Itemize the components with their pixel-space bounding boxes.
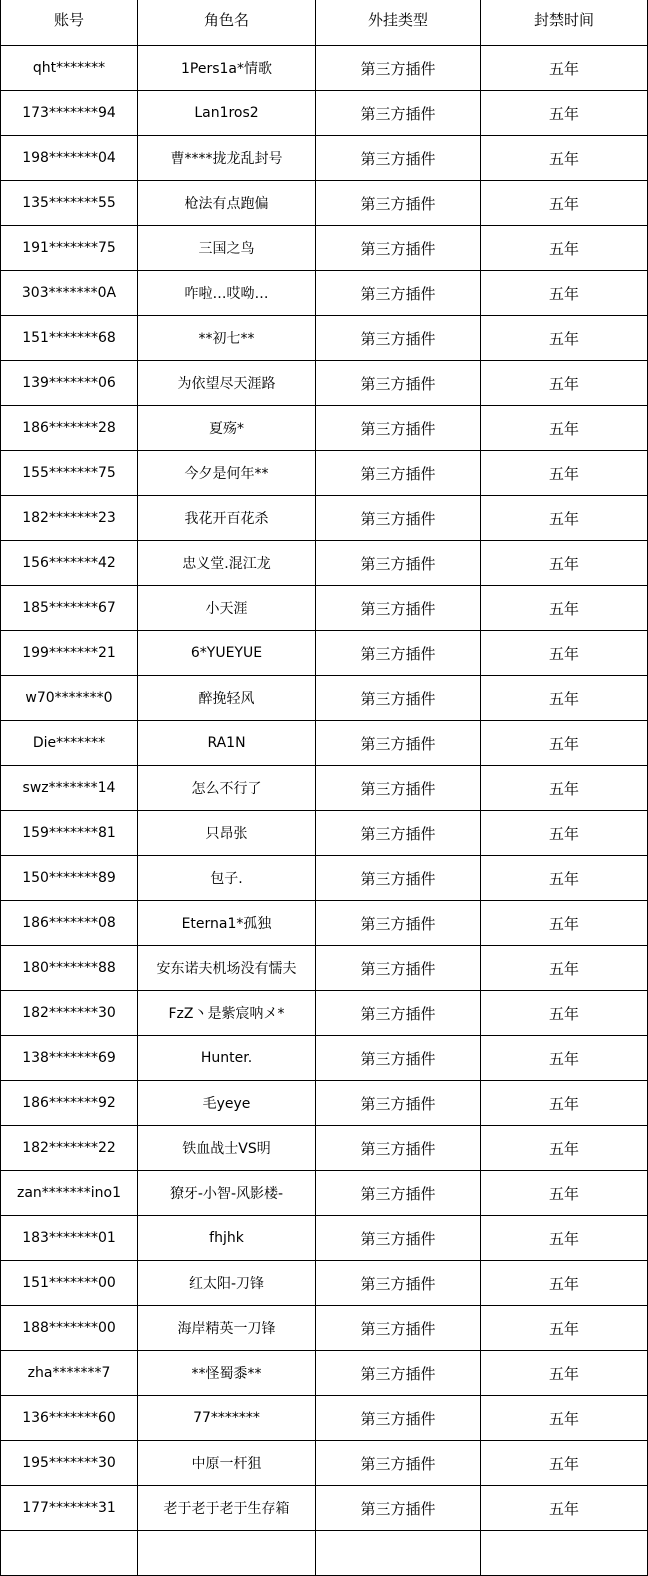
cheat-type-cell: 第三方插件 bbox=[316, 226, 481, 271]
ban-duration-cell: 五年 bbox=[481, 1261, 648, 1306]
table-row bbox=[1, 1306, 648, 1351]
role-name-cell: 1Pers1a*情歌 bbox=[138, 46, 316, 91]
cheat-type-cell: 第三方插件 bbox=[316, 406, 481, 451]
ban-duration-cell: 五年 bbox=[481, 991, 648, 1036]
role-name-cell: 海岸精英一刀锋 bbox=[138, 1306, 316, 1351]
role-name-cell: 老于老于老于生存箱 bbox=[138, 1486, 316, 1531]
role-name-cell: 咋啦…哎呦… bbox=[138, 271, 316, 316]
ban-duration-cell: 五年 bbox=[481, 586, 648, 631]
table-row bbox=[1, 136, 648, 181]
account-cell: 135*******55 bbox=[1, 181, 138, 226]
account-cell: 182*******30 bbox=[1, 991, 138, 1036]
account-cell: 198*******04 bbox=[1, 136, 138, 181]
ban-duration-cell: 五年 bbox=[481, 1441, 648, 1486]
table-row bbox=[1, 811, 648, 856]
ban-duration-cell: 五年 bbox=[481, 811, 648, 856]
ban-duration-cell: 五年 bbox=[481, 46, 648, 91]
table-row bbox=[1, 541, 648, 586]
cheat-type-cell bbox=[316, 1531, 481, 1576]
account-cell: Die******* bbox=[1, 721, 138, 766]
role-name-cell: 小天涯 bbox=[138, 586, 316, 631]
role-name-cell: 毛yeye bbox=[138, 1081, 316, 1126]
ban-duration-cell: 五年 bbox=[481, 1351, 648, 1396]
cheat-type-cell: 第三方插件 bbox=[316, 136, 481, 181]
role-name-cell: 铁血战士VS明 bbox=[138, 1126, 316, 1171]
role-name-cell: 獠牙-小智-风影楼- bbox=[138, 1171, 316, 1216]
account-cell: w70*******0 bbox=[1, 676, 138, 721]
role-name-cell: 中原一杆狙 bbox=[138, 1441, 316, 1486]
account-cell: 159*******81 bbox=[1, 811, 138, 856]
account-cell: 188*******00 bbox=[1, 1306, 138, 1351]
table-row bbox=[1, 1036, 648, 1081]
role-name-cell: 忠义堂.混江龙 bbox=[138, 541, 316, 586]
header-role-name: 角色名 bbox=[138, 0, 316, 46]
account-cell: 183*******01 bbox=[1, 1216, 138, 1261]
ban-duration-cell: 五年 bbox=[481, 856, 648, 901]
cheat-type-cell: 第三方插件 bbox=[316, 496, 481, 541]
table-row bbox=[1, 406, 648, 451]
ban-duration-cell: 五年 bbox=[481, 226, 648, 271]
account-cell: 182*******23 bbox=[1, 496, 138, 541]
table-row bbox=[1, 856, 648, 901]
table-row bbox=[1, 1351, 648, 1396]
role-name-cell: **怪蜀黍** bbox=[138, 1351, 316, 1396]
account-cell: 182*******22 bbox=[1, 1126, 138, 1171]
role-name-cell: 醉挽轻风 bbox=[138, 676, 316, 721]
table-row bbox=[1, 1126, 648, 1171]
ban-duration-cell: 五年 bbox=[481, 1126, 648, 1171]
cheat-type-cell: 第三方插件 bbox=[316, 856, 481, 901]
role-name-cell: 红太阳-刀锋 bbox=[138, 1261, 316, 1306]
ban-duration-cell: 五年 bbox=[481, 1306, 648, 1351]
header-cheat-type: 外挂类型 bbox=[316, 0, 481, 46]
cheat-type-cell: 第三方插件 bbox=[316, 1216, 481, 1261]
account-cell: swz*******14 bbox=[1, 766, 138, 811]
table-row bbox=[1, 1216, 648, 1261]
cheat-type-cell: 第三方插件 bbox=[316, 766, 481, 811]
role-name-cell: 安东诺夫机场没有懦夫 bbox=[138, 946, 316, 991]
ban-duration-cell: 五年 bbox=[481, 1396, 648, 1441]
role-name-cell: Eterna1*孤独 bbox=[138, 901, 316, 946]
role-name-cell: fhjhk bbox=[138, 1216, 316, 1261]
ban-duration-cell: 五年 bbox=[481, 1171, 648, 1216]
account-cell: 177*******31 bbox=[1, 1486, 138, 1531]
account-cell: 156*******42 bbox=[1, 541, 138, 586]
ban-duration-cell: 五年 bbox=[481, 1081, 648, 1126]
ban-duration-cell: 五年 bbox=[481, 181, 648, 226]
cheat-type-cell: 第三方插件 bbox=[316, 1081, 481, 1126]
cheat-type-cell: 第三方插件 bbox=[316, 1036, 481, 1081]
role-name-cell: 6*YUEYUE bbox=[138, 631, 316, 676]
ban-duration-cell: 五年 bbox=[481, 451, 648, 496]
table-row bbox=[1, 496, 648, 541]
cheat-type-cell: 第三方插件 bbox=[316, 946, 481, 991]
account-cell: 186*******28 bbox=[1, 406, 138, 451]
cheat-type-cell: 第三方插件 bbox=[316, 46, 481, 91]
account-cell: 151*******00 bbox=[1, 1261, 138, 1306]
table-body bbox=[1, 46, 648, 1576]
table-row bbox=[1, 1261, 648, 1306]
ban-duration-cell bbox=[481, 1531, 648, 1576]
role-name-cell: Hunter. bbox=[138, 1036, 316, 1081]
cheat-type-cell: 第三方插件 bbox=[316, 631, 481, 676]
header-ban-duration: 封禁时间 bbox=[481, 0, 648, 46]
cheat-type-cell: 第三方插件 bbox=[316, 1306, 481, 1351]
cheat-type-cell: 第三方插件 bbox=[316, 1126, 481, 1171]
ban-duration-cell: 五年 bbox=[481, 1486, 648, 1531]
role-name-cell bbox=[138, 1531, 316, 1576]
table-row bbox=[1, 316, 648, 361]
table-row bbox=[1, 766, 648, 811]
role-name-cell: 我花开百花杀 bbox=[138, 496, 316, 541]
role-name-cell: 夏殇* bbox=[138, 406, 316, 451]
account-cell: 151*******68 bbox=[1, 316, 138, 361]
account-cell: zha*******7 bbox=[1, 1351, 138, 1396]
account-cell: 199*******21 bbox=[1, 631, 138, 676]
table-row bbox=[1, 46, 648, 91]
account-cell: qht******* bbox=[1, 46, 138, 91]
table-row bbox=[1, 721, 648, 766]
role-name-cell: 只昂张 bbox=[138, 811, 316, 856]
account-cell bbox=[1, 1531, 138, 1576]
cheat-type-cell: 第三方插件 bbox=[316, 1261, 481, 1306]
ban-duration-cell: 五年 bbox=[481, 631, 648, 676]
table-row bbox=[1, 361, 648, 406]
table-row bbox=[1, 271, 648, 316]
account-cell: 138*******69 bbox=[1, 1036, 138, 1081]
cheat-type-cell: 第三方插件 bbox=[316, 1351, 481, 1396]
account-cell: 303*******0A bbox=[1, 271, 138, 316]
cheat-type-cell: 第三方插件 bbox=[316, 991, 481, 1036]
ban-duration-cell: 五年 bbox=[481, 406, 648, 451]
account-cell: 139*******06 bbox=[1, 361, 138, 406]
role-name-cell: 怎么不行了 bbox=[138, 766, 316, 811]
ban-duration-cell: 五年 bbox=[481, 946, 648, 991]
role-name-cell: 今夕是何年** bbox=[138, 451, 316, 496]
role-name-cell: Lan1ros2 bbox=[138, 91, 316, 136]
cheat-type-cell: 第三方插件 bbox=[316, 181, 481, 226]
ban-duration-cell: 五年 bbox=[481, 721, 648, 766]
table-row bbox=[1, 1171, 648, 1216]
account-cell: 186*******08 bbox=[1, 901, 138, 946]
cheat-type-cell: 第三方插件 bbox=[316, 721, 481, 766]
header-account: 账号 bbox=[1, 0, 138, 46]
table-row bbox=[1, 1441, 648, 1486]
header-row bbox=[1, 0, 648, 46]
cheat-type-cell: 第三方插件 bbox=[316, 316, 481, 361]
role-name-cell: 曹****拢龙乱封号 bbox=[138, 136, 316, 181]
role-name-cell: **初七** bbox=[138, 316, 316, 361]
cheat-type-cell: 第三方插件 bbox=[316, 1171, 481, 1216]
ban-duration-cell: 五年 bbox=[481, 361, 648, 406]
account-cell: 173*******94 bbox=[1, 91, 138, 136]
cheat-type-cell: 第三方插件 bbox=[316, 361, 481, 406]
account-cell: 150*******89 bbox=[1, 856, 138, 901]
cheat-type-cell: 第三方插件 bbox=[316, 811, 481, 856]
table-row bbox=[1, 451, 648, 496]
table-row bbox=[1, 226, 648, 271]
table-row bbox=[1, 991, 648, 1036]
cheat-type-cell: 第三方插件 bbox=[316, 541, 481, 586]
account-cell: 191*******75 bbox=[1, 226, 138, 271]
cheat-type-cell: 第三方插件 bbox=[316, 1441, 481, 1486]
cheat-type-cell: 第三方插件 bbox=[316, 586, 481, 631]
ban-duration-cell: 五年 bbox=[481, 136, 648, 181]
table-row bbox=[1, 181, 648, 226]
role-name-cell: 枪法有点跑偏 bbox=[138, 181, 316, 226]
ban-duration-cell: 五年 bbox=[481, 496, 648, 541]
cheat-type-cell: 第三方插件 bbox=[316, 1486, 481, 1531]
table-row bbox=[1, 91, 648, 136]
ban-duration-cell: 五年 bbox=[481, 91, 648, 136]
role-name-cell: 三国之鸟 bbox=[138, 226, 316, 271]
table-row bbox=[1, 676, 648, 721]
cheat-type-cell: 第三方插件 bbox=[316, 1396, 481, 1441]
cheat-type-cell: 第三方插件 bbox=[316, 451, 481, 496]
role-name-cell: RA1N bbox=[138, 721, 316, 766]
account-cell: 136*******60 bbox=[1, 1396, 138, 1441]
account-cell: 186*******92 bbox=[1, 1081, 138, 1126]
table-row bbox=[1, 631, 648, 676]
account-cell: zan*******ino1 bbox=[1, 1171, 138, 1216]
role-name-cell: FzZ丶是紫宸呐メ* bbox=[138, 991, 316, 1036]
table-row bbox=[1, 901, 648, 946]
role-name-cell: 为依望尽天涯路 bbox=[138, 361, 316, 406]
cheat-type-cell: 第三方插件 bbox=[316, 901, 481, 946]
ban-duration-cell: 五年 bbox=[481, 541, 648, 586]
account-cell: 180*******88 bbox=[1, 946, 138, 991]
ban-duration-cell: 五年 bbox=[481, 766, 648, 811]
ban-duration-cell: 五年 bbox=[481, 1036, 648, 1081]
role-name-cell: 包子. bbox=[138, 856, 316, 901]
account-cell: 155*******75 bbox=[1, 451, 138, 496]
table-row bbox=[1, 946, 648, 991]
cheat-type-cell: 第三方插件 bbox=[316, 91, 481, 136]
ban-duration-cell: 五年 bbox=[481, 676, 648, 721]
table-row bbox=[1, 1081, 648, 1126]
ban-duration-cell: 五年 bbox=[481, 1216, 648, 1261]
account-cell: 185*******67 bbox=[1, 586, 138, 631]
role-name-cell: 77******* bbox=[138, 1396, 316, 1441]
cheat-type-cell: 第三方插件 bbox=[316, 676, 481, 721]
cheat-type-cell: 第三方插件 bbox=[316, 271, 481, 316]
ban-duration-cell: 五年 bbox=[481, 316, 648, 361]
table-row bbox=[1, 586, 648, 631]
table-row bbox=[1, 1531, 648, 1576]
ban-duration-cell: 五年 bbox=[481, 271, 648, 316]
account-cell: 195*******30 bbox=[1, 1441, 138, 1486]
ban-duration-cell: 五年 bbox=[481, 901, 648, 946]
table-row bbox=[1, 1486, 648, 1531]
table-row bbox=[1, 1396, 648, 1441]
